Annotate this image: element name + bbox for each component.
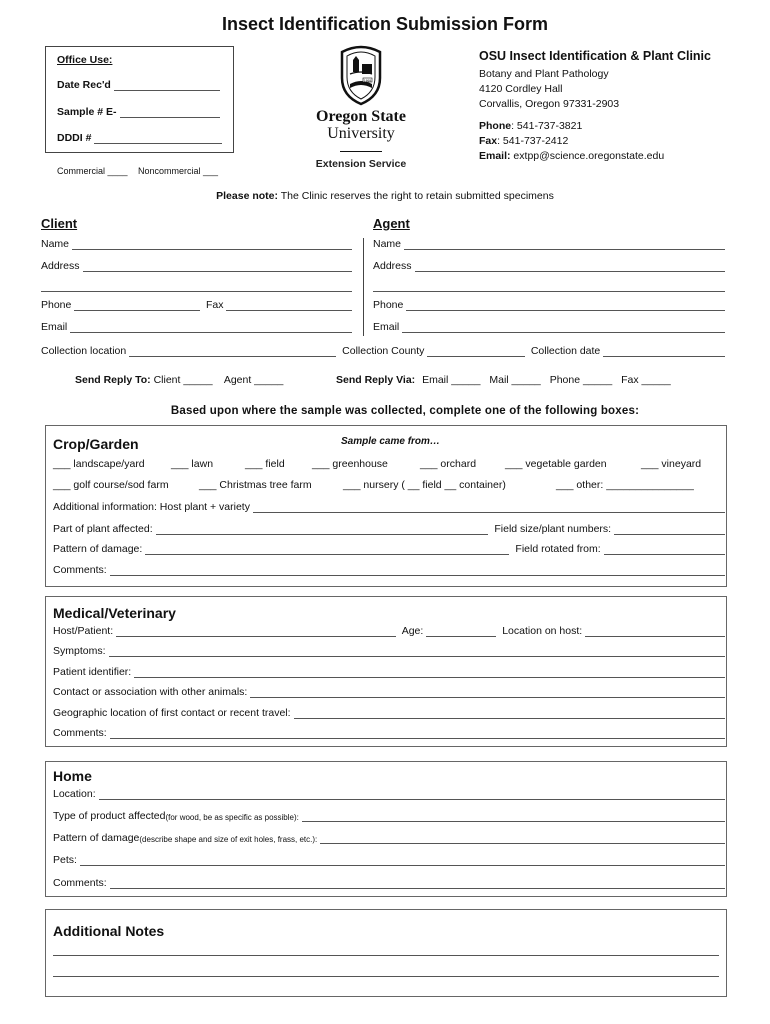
client-email-field[interactable] (41, 321, 352, 333)
dddi-field[interactable] (57, 132, 222, 144)
opt-golf-course[interactable]: ___ golf course/sod farm (53, 479, 169, 491)
send-reply-to (75, 374, 283, 386)
opt-nursery[interactable]: ___ nursery ( __ field __ container) (343, 479, 506, 491)
additional-info-field[interactable] (53, 501, 725, 513)
home-title: Home (53, 768, 92, 784)
collection-date-label: Collection date (530, 345, 601, 357)
dddi-label: DDDI # (57, 132, 92, 144)
home-comments-field[interactable] (53, 877, 725, 889)
part-affected-label: Part of plant affected: (53, 523, 153, 535)
office-use-heading: Office Use: (57, 54, 113, 66)
agent-phone-field[interactable] (373, 299, 725, 311)
collection-location-label: Collection location (41, 345, 127, 357)
location-on-host-label: Location on host: (502, 625, 583, 637)
pattern-damage-row[interactable] (53, 543, 725, 555)
extension-service-label: Extension Service (315, 158, 407, 170)
field-rotated-label: Field rotated from: (515, 543, 601, 555)
client-fax-label: Fax (205, 299, 224, 311)
agent-address-field[interactable] (373, 260, 725, 272)
opt-field[interactable]: ___ field (245, 458, 285, 470)
field-size-label: Field size/plant numbers: (494, 523, 612, 535)
client-phone-fax-field[interactable] (41, 299, 352, 311)
opt-orchard[interactable]: ___ orchard (420, 458, 477, 470)
crop-garden-title: Crop/Garden (53, 436, 139, 452)
agent-address-line2[interactable] (373, 291, 725, 292)
medical-comments-field[interactable] (53, 727, 725, 739)
agent-heading: Agent (373, 216, 410, 231)
phone-value: : 541-737-3821 (511, 120, 583, 132)
commercial-option[interactable]: Commercial ____ (57, 166, 128, 176)
contact-animals-field[interactable] (53, 686, 725, 698)
client-address-label: Address (41, 260, 80, 272)
crop-comments-label: Comments: (53, 564, 107, 576)
opt-vegetable-garden[interactable]: ___ vegetable garden (505, 458, 607, 470)
reply-to-label: Send Reply To: (75, 374, 151, 386)
client-name-label: Name (41, 238, 70, 250)
fax-label: Fax (479, 135, 498, 147)
logo-divider (340, 151, 382, 152)
client-email-label: Email (41, 321, 68, 333)
osu-name-line2: University (327, 125, 395, 142)
clinic-dept: Botany and Plant Pathology (479, 68, 609, 80)
sample-number-field[interactable] (57, 106, 220, 118)
agent-name-label: Name (373, 238, 402, 250)
additional-info-label: Additional information: Host plant + variety (53, 501, 250, 513)
clinic-fax (479, 135, 568, 147)
date-received-label: Date Rec'd (57, 79, 111, 91)
geographic-location-field[interactable] (53, 707, 725, 719)
clinic-name: OSU Insect Identification & Plant Clinic (479, 49, 711, 63)
clinic-address2: Corvallis, Oregon 97331-2903 (479, 98, 620, 110)
product-affected-field[interactable] (53, 810, 725, 822)
additional-notes-title: Additional Notes (53, 923, 165, 939)
client-heading: Client (41, 216, 78, 231)
crop-comments-field[interactable] (53, 564, 725, 576)
send-reply-via (336, 374, 671, 386)
client-address-field[interactable] (41, 260, 352, 272)
collection-row[interactable] (41, 345, 725, 357)
agent-phone-label: Phone (373, 299, 404, 311)
opt-lawn[interactable]: ___ lawn (171, 458, 214, 470)
note-bold: Please note: (216, 190, 278, 202)
crop-pattern-label: Pattern of damage: (53, 543, 143, 555)
host-patient-label: Host/Patient: (53, 625, 114, 637)
osu-name-line1: Oregon State (316, 108, 406, 125)
agent-name-field[interactable] (373, 238, 725, 250)
patient-identifier-label: Patient identifier: (53, 666, 132, 678)
medical-veterinary-title: Medical/Veterinary (53, 605, 176, 621)
agent-email-label: Email (373, 321, 400, 333)
opt-vineyard[interactable]: ___ vineyard (641, 458, 702, 470)
home-pattern-label: Pattern of damage (53, 832, 140, 844)
collection-county-label: Collection County (342, 345, 425, 357)
opt-greenhouse[interactable]: ___ greenhouse (312, 458, 388, 470)
reply-to-agent-option[interactable]: Agent _____ (223, 374, 284, 386)
opt-landscape-yard[interactable]: ___ landscape/yard (53, 458, 145, 470)
date-received-field[interactable] (57, 79, 220, 91)
noncommercial-option[interactable]: Noncommercial ___ (138, 166, 219, 176)
geographic-location-label: Geographic location of first contact or recent travel: (53, 707, 291, 719)
opt-other[interactable]: ___ other: _______________ (556, 479, 694, 491)
medical-comments-label: Comments: (53, 727, 107, 739)
client-agent-divider (363, 238, 364, 336)
pets-field[interactable] (53, 854, 725, 866)
product-affected-note: (for wood, be as specific as possible): (165, 813, 299, 822)
note-text: The Clinic reserves the right to retain submitted specimens (278, 190, 554, 202)
agent-email-field[interactable] (373, 321, 725, 333)
email-label: Email: (479, 150, 511, 162)
home-pattern-field[interactable] (53, 832, 725, 844)
fax-value: : 541-737-2412 (497, 135, 569, 147)
home-location-label: Location: (53, 788, 96, 800)
email-value: extpp@science.oregonstate.edu (510, 150, 665, 162)
phone-label: Phone (479, 120, 512, 132)
reply-via-email-option[interactable]: Email _____ (422, 374, 481, 386)
form-title: Insect Identification Submission Form (221, 14, 549, 34)
pets-label: Pets: (53, 854, 77, 866)
osu-shield-icon (338, 44, 384, 106)
sample-came-from-label: Sample came from… (341, 436, 440, 447)
clinic-address1: 4120 Cordley Hall (479, 83, 563, 95)
notes-line-1[interactable] (53, 955, 719, 956)
age-label: Age: (401, 625, 424, 637)
shield-year: 1868 (363, 78, 372, 83)
osu-logo (312, 44, 432, 179)
reply-to-client-option[interactable]: Client _____ (153, 374, 213, 386)
product-affected-label: Type of product affected (53, 810, 166, 822)
agent-address-label: Address (373, 260, 412, 272)
opt-christmas-tree-farm[interactable]: ___ Christmas tree farm (199, 479, 312, 491)
reply-via-fax-option[interactable]: Fax _____ (621, 374, 671, 386)
contact-animals-label: Contact or association with other animals: (53, 686, 248, 698)
home-pattern-note: (describe shape and size of exit holes, frass, etc.): (139, 835, 318, 844)
retention-note (0, 190, 770, 202)
reply-via-label: Send Reply Via: (336, 374, 416, 386)
part-affected-row[interactable] (53, 523, 725, 535)
reply-via-mail-option[interactable]: Mail _____ (489, 374, 541, 386)
client-phone-label: Phone (41, 299, 72, 311)
clinic-phone (479, 120, 582, 132)
client-address-line2[interactable] (41, 291, 352, 292)
symptoms-label: Symptoms: (53, 645, 106, 657)
reply-via-phone-option[interactable]: Phone _____ (549, 374, 613, 386)
patient-identifier-field[interactable] (53, 666, 725, 678)
home-location-field[interactable] (53, 788, 725, 800)
host-patient-row[interactable] (53, 625, 725, 637)
instruction-text: Based upon where the sample was collected, complete one of the following boxes: (170, 405, 640, 417)
sample-number-label: Sample # E- (57, 106, 117, 118)
clinic-email (479, 150, 664, 162)
home-comments-label: Comments: (53, 877, 107, 889)
symptoms-field[interactable] (53, 645, 725, 657)
client-name-field[interactable] (41, 238, 352, 250)
notes-line-2[interactable] (53, 976, 719, 977)
